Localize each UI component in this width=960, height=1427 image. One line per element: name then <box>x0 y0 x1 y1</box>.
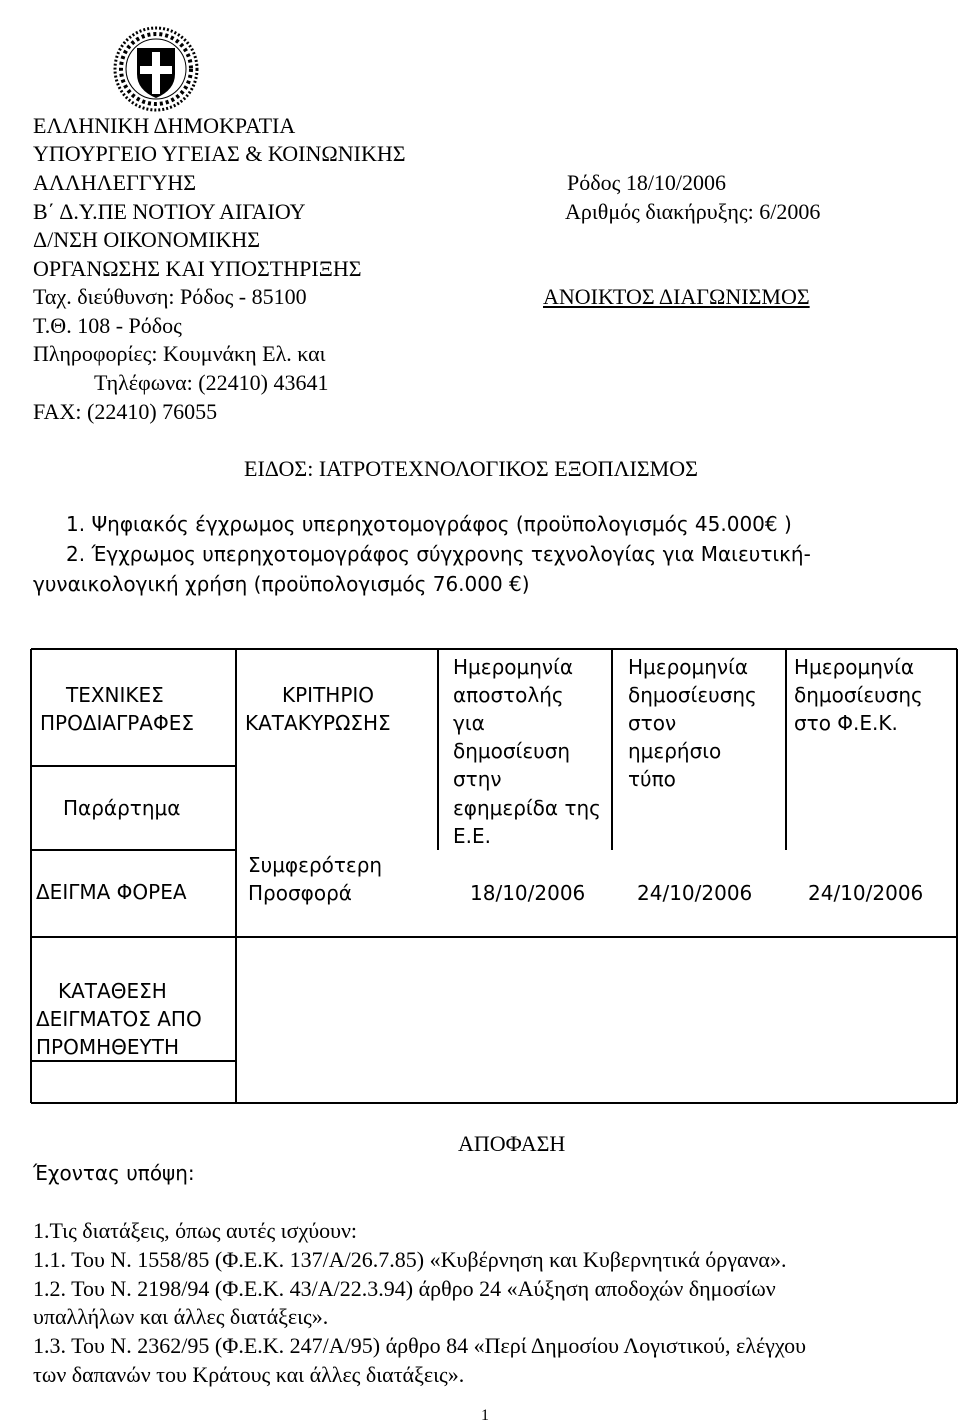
decision-line: των δαπανών του Κράτους και άλλες διατάξεις». <box>33 1362 465 1387</box>
issuer-line: ΟΡΓΑΝΩΣΗΣ ΚΑΙ ΥΠΟΣΤΗΡΙΞΗΣ <box>33 256 362 281</box>
col-header-ee: αποστολής <box>453 683 564 707</box>
col-header-fek: δημοσίευσης <box>794 683 923 707</box>
criterion-value: Συμφερότερη <box>248 853 383 877</box>
spec-label: ΤΕΧΝΙΚΕΣ <box>66 683 164 707</box>
decision-line: υπαλλήλων και άλλες διατάξεις». <box>33 1304 329 1329</box>
col-header-ee: για <box>453 711 485 735</box>
tender-type: ΑΝΟΙΚΤΟΣ ΔΙΑΓΩΝΙΣΜΟΣ <box>543 284 810 309</box>
criterion-label: ΚΑΤΑΚΥΡΩΣΗΣ <box>245 711 391 735</box>
col-header-press: ημερήσιο <box>628 739 722 763</box>
deposit-label: ΔΕΙΓΜΑΤΟΣ ΑΠΟ <box>36 1007 202 1031</box>
decision-line: 1.2. Του Ν. 2198/94 (Φ.Ε.Κ. 43/Α/22.3.94) άρθρο 24 «Αύξηση αποδοχών δημοσίων <box>33 1276 776 1301</box>
col-header-ee: δημοσίευση <box>453 739 571 763</box>
fax-line: FAX: (22410) 76055 <box>33 399 218 424</box>
issuer-line: ΑΛΛΗΛΕΓΓΥΗΣ <box>33 170 197 195</box>
page-number: 1 <box>481 1407 489 1424</box>
col-header-ee: Ε.Ε. <box>453 824 491 848</box>
issuer-line: ΕΛΛΗΝΙΚΗ ΔΗΜΟΚΡΑΤΙΑ <box>33 113 296 138</box>
col-header-ee: εφημερίδα της <box>453 796 601 820</box>
issuer-line: Β΄ Δ.Υ.ΠΕ ΝΟΤΙΟΥ ΑΙΓΑΙΟΥ <box>33 199 306 224</box>
sample-label: ΔΕΙΓΜΑ ΦΟΡΕΑ <box>36 880 187 904</box>
subject-item: 2. Έγχρωμος υπερηχοτομογράφος σύγχρονης τεχνολογίας για Μαιευτική- <box>66 542 811 566</box>
criterion-value: Προσφορά <box>248 881 352 905</box>
contact-line: Πληροφορίες: Κουμνάκη Ελ. και <box>33 341 326 366</box>
date-fek: 24/10/2006 <box>808 881 924 905</box>
col-header-fek: στο Φ.Ε.Κ. <box>794 711 898 735</box>
decision-line: 1.3. Του Ν. 2362/95 (Φ.Ε.Κ. 247/Α/95) άρθρο 84 «Περί Δημοσίου Λογιστικού, ελέγχου <box>33 1333 807 1358</box>
phone-line: Τηλέφωνα: (22410) 43641 <box>94 370 329 395</box>
col-header-press: Ημερομηνία <box>628 655 749 679</box>
col-header-fek: Ημερομηνία <box>794 655 915 679</box>
subject-kind: ΕΙΔΟΣ: ΙΑΤΡΟΤΕΧΝΟΛΟΓΙΚΟΣ ΕΞΟΠΛΙΣΜΟΣ <box>244 456 698 481</box>
notice-number: Αριθμός διακήρυξης: 6/2006 <box>565 199 821 224</box>
spec-label: ΠΡΟΔΙΑΓΡΑΦΕΣ <box>40 711 195 735</box>
considering-label: Έχοντας υπόψη: <box>33 1161 195 1185</box>
subject-item: γυναικολογική χρήση (προϋπολογισμός 76.000 €) <box>33 572 530 596</box>
issuer-line: ΥΠΟΥΡΓΕΙΟ ΥΓΕΙΑΣ & ΚΟΙΝΩΝΙΚΗΣ <box>33 141 406 166</box>
deposit-label: ΚΑΤΑΘΕΣΗ <box>58 979 167 1003</box>
annex-label: Παράρτημα <box>63 796 181 820</box>
date-ee: 18/10/2006 <box>470 881 586 905</box>
decision-line: 1.Τις διατάξεις, όπως αυτές ισχύουν: <box>33 1218 358 1243</box>
issuer-line: Δ/ΝΣΗ ΟΙΚΟΝΟΜΙΚΗΣ <box>33 227 261 252</box>
address-line: Ταχ. διεύθυνση: Ρόδος - 85100 <box>33 284 307 309</box>
deposit-label: ΠΡΟΜΗΘΕΥΤΗ <box>36 1035 179 1059</box>
place-date: Ρόδος 18/10/2006 <box>567 170 727 195</box>
decision-title: ΑΠΟΦΑΣΗ <box>458 1131 566 1156</box>
date-press: 24/10/2006 <box>637 881 753 905</box>
decision-line: 1.1. Του Ν. 1558/85 (Φ.Ε.Κ. 137/Α/26.7.85) «Κυβέρνηση και Κυβερνητικά όργανα». <box>33 1247 787 1272</box>
col-header-ee: στην <box>453 767 502 791</box>
criterion-label: ΚΡΙΤΗΡΙΟ <box>282 683 375 707</box>
po-box-line: Τ.Θ. 108 - Ρόδος <box>33 313 182 338</box>
subject-item: 1. Ψηφιακός έγχρωμος υπερηχοτομογράφος (προϋπολογισμός 45.000€ ) <box>66 512 792 536</box>
col-header-press: στον <box>628 711 677 735</box>
col-header-ee: Ημερομηνία <box>453 655 574 679</box>
col-header-press: τύπο <box>628 767 676 791</box>
col-header-press: δημοσίευσης <box>628 683 757 707</box>
